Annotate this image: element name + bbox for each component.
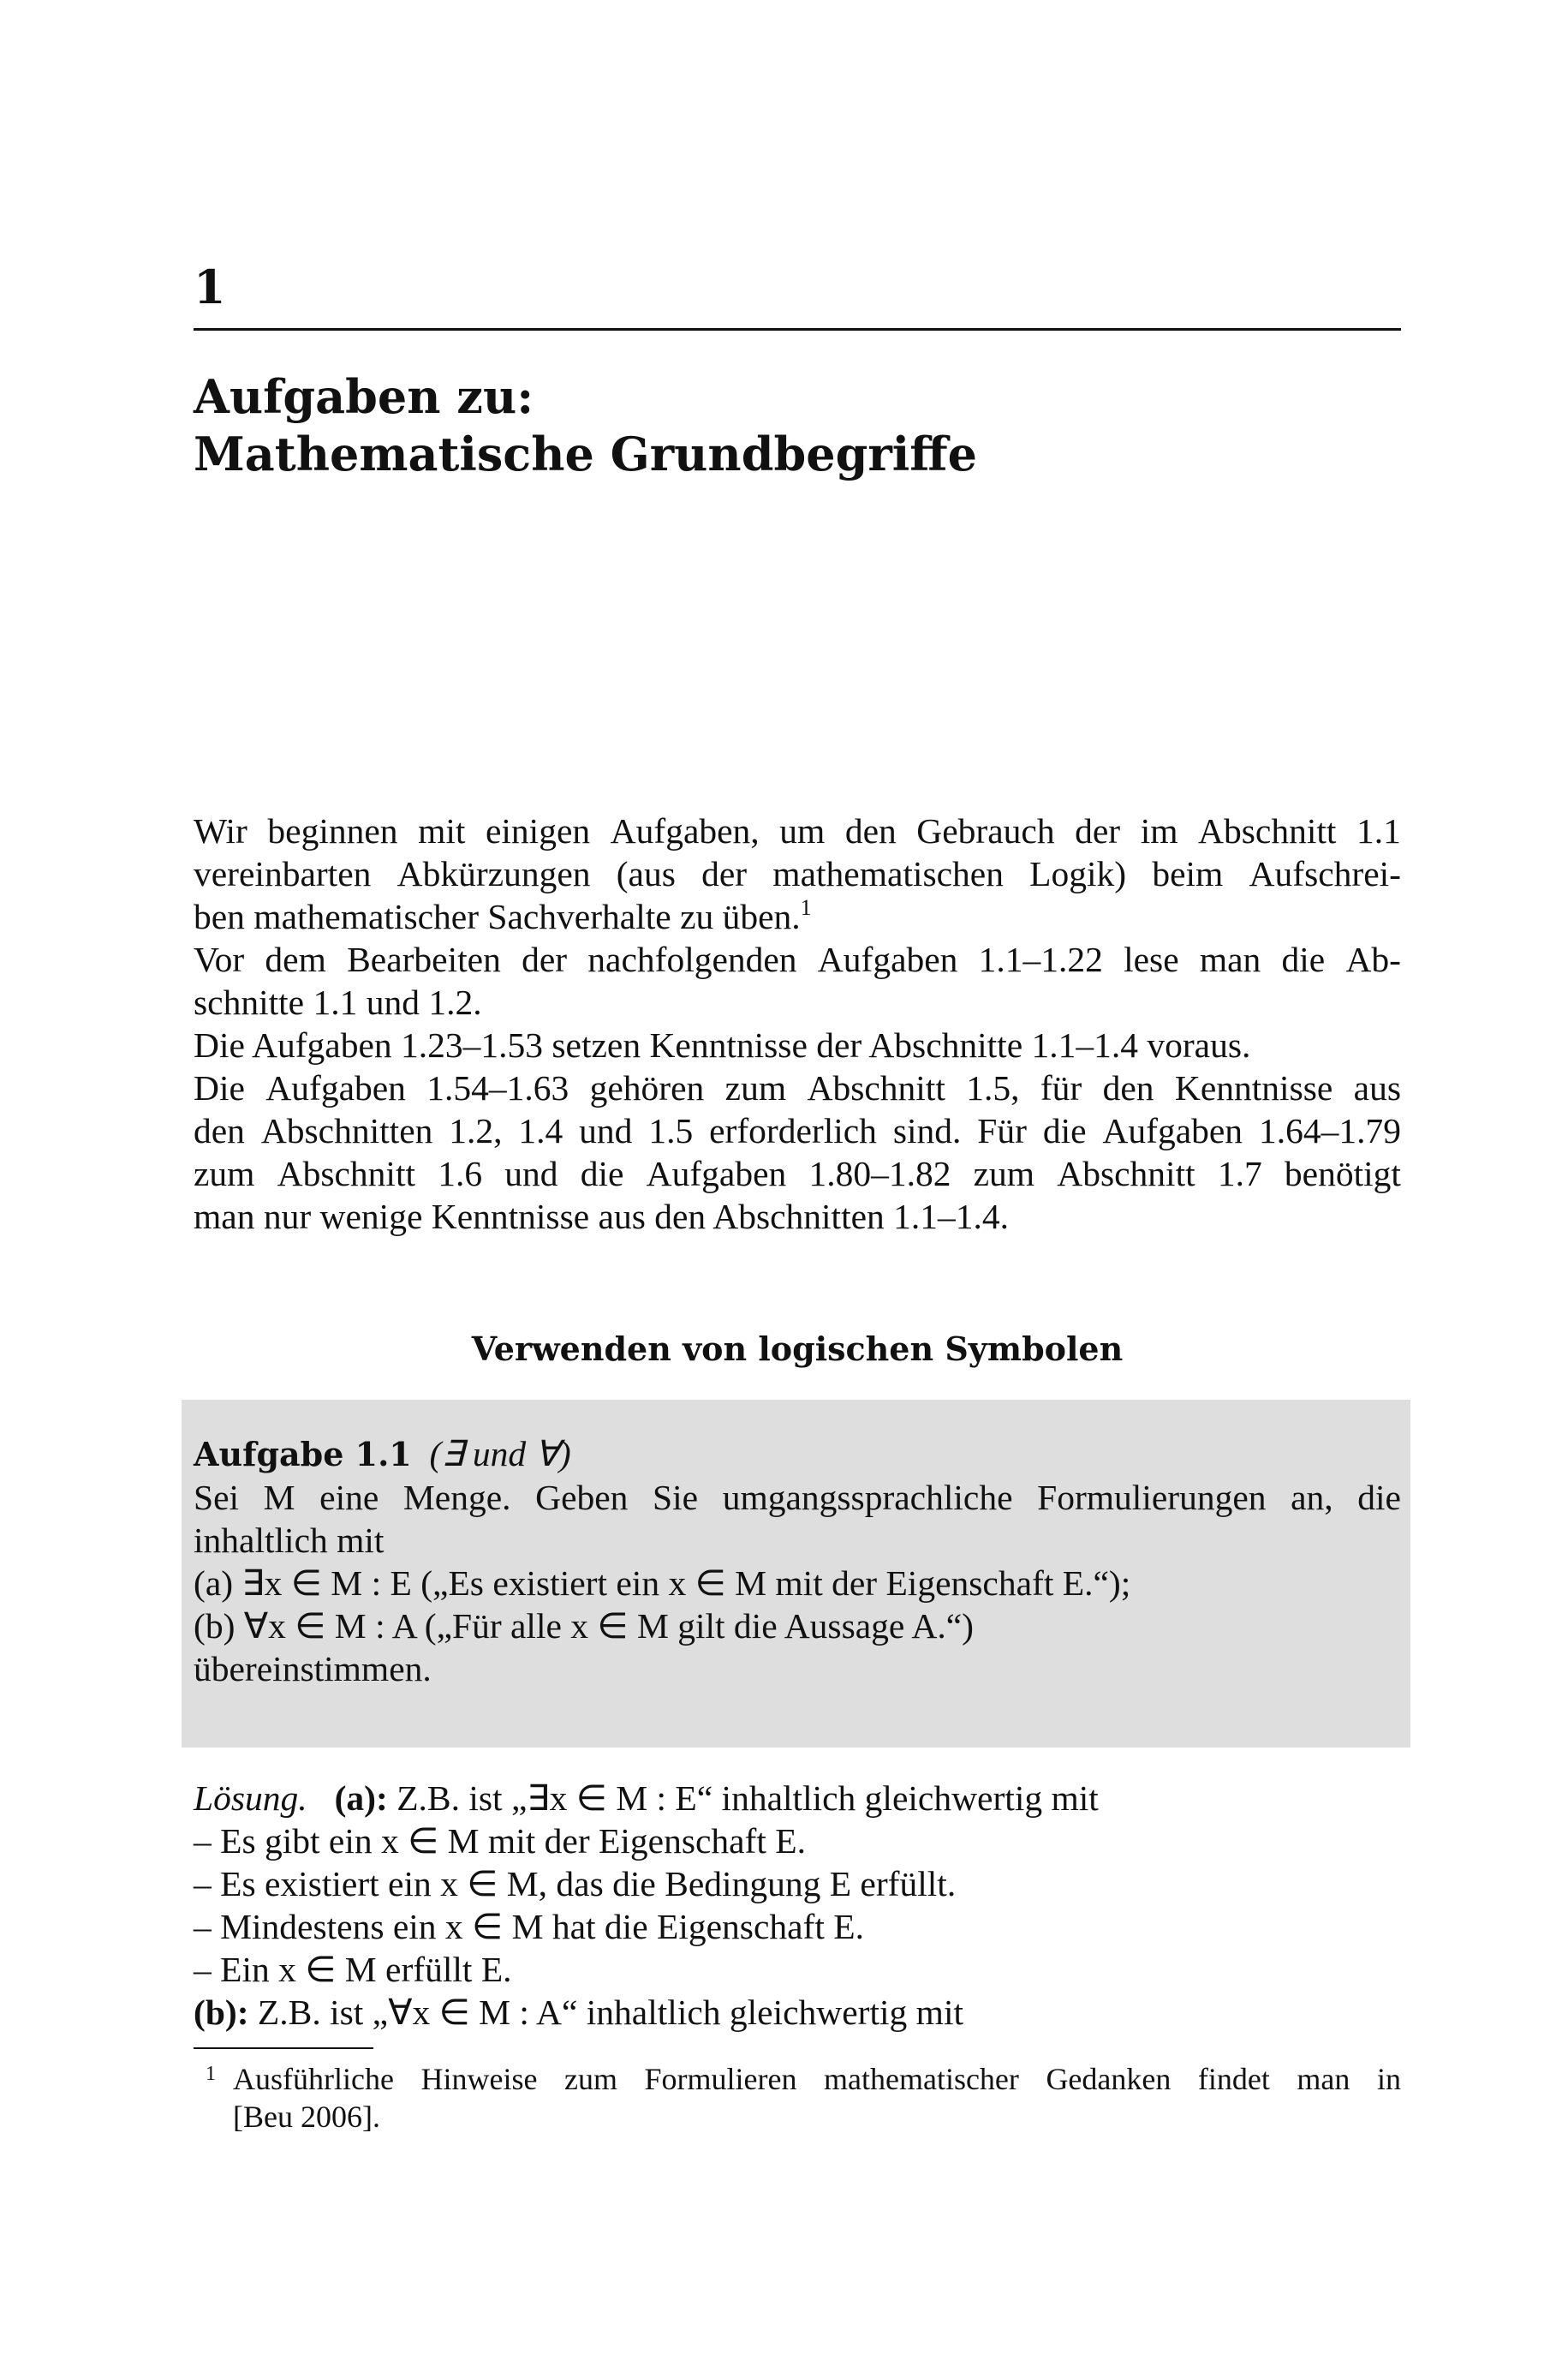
- task-line: (a) ∃x ∈ M : E („Es existiert ein x ∈ M mit der Eigenschaft E.“);: [194, 1563, 1131, 1603]
- chapter-rule: [194, 328, 1401, 331]
- word: Ausführliche: [233, 2062, 394, 2096]
- word: M: [263, 1478, 295, 1517]
- word: und: [579, 1111, 633, 1150]
- chapter-title: [194, 368, 1392, 483]
- word: Gebrauch: [916, 811, 1055, 851]
- task-line: inhaltlich mit: [194, 1521, 385, 1560]
- word: und: [504, 1154, 558, 1193]
- word: 1.1: [1356, 811, 1401, 851]
- word: Aufgaben: [1102, 1111, 1243, 1150]
- word: Aufgaben: [265, 1068, 406, 1108]
- solution-item: – Ein x ∈ M erfüllt E.: [194, 1950, 512, 1989]
- word: den: [844, 811, 897, 851]
- footnote-mark: 1: [206, 2063, 216, 2085]
- word: Vor: [194, 940, 245, 979]
- solution-b-header: [194, 1991, 1401, 2034]
- word: für: [1040, 1068, 1082, 1108]
- word: 1.64–1.79: [1258, 1111, 1401, 1150]
- footnote: [194, 2060, 1401, 2136]
- word: Aufgaben: [817, 940, 958, 979]
- word: nachfolgenden: [587, 940, 797, 979]
- word: man: [1297, 2062, 1350, 2096]
- word: beim: [1152, 854, 1224, 893]
- word: Ab-: [1345, 940, 1401, 979]
- word: beginnen: [267, 811, 398, 851]
- solution-b-text: Z.B. ist „∀x ∈ M : A“ inhaltlich gleichwertig mit: [257, 1993, 964, 2032]
- intro-line: ben mathematischer Sachverhalte zu üben.$^1$: [194, 895, 812, 936]
- word: Logik): [1029, 854, 1127, 893]
- word: benötigt: [1284, 1154, 1401, 1193]
- word: die: [1357, 1478, 1401, 1517]
- word: Abschnitt: [1198, 811, 1337, 851]
- intro-line: schnitte 1.1 und 1.2.: [194, 983, 482, 1022]
- word: Die: [194, 1068, 245, 1108]
- word: 1.80–1.82: [808, 1154, 951, 1193]
- word: Bearbeiten: [347, 940, 501, 979]
- word: die: [1281, 940, 1326, 979]
- word: der: [701, 854, 748, 893]
- intro-line: [194, 1109, 1401, 1152]
- solution-b-label: (b):: [194, 1993, 249, 2032]
- task-line: (b) ∀x ∈ M : A („Für alle x ∈ M gilt die Aussage A.“): [194, 1606, 974, 1646]
- chapter-title-line-1: Aufgaben zu:: [194, 369, 534, 424]
- word: in: [1376, 2062, 1401, 2096]
- footnote-rule: [194, 2047, 373, 2049]
- word: mit: [418, 811, 466, 851]
- word: sind.: [892, 1111, 962, 1150]
- word: den: [194, 1111, 245, 1150]
- word: umgangssprachliche: [722, 1478, 1013, 1517]
- task-box: [182, 1400, 1410, 1748]
- word: aus: [1353, 1068, 1401, 1108]
- word: zum: [724, 1068, 787, 1108]
- word: findet: [1197, 2062, 1270, 2096]
- word: die: [1042, 1111, 1087, 1150]
- intro-line: [194, 852, 1401, 895]
- word: mathematischen: [772, 854, 1004, 893]
- word: einigen: [485, 811, 591, 851]
- word: Kenntnisse: [1174, 1068, 1333, 1108]
- solution: [194, 1777, 1401, 2034]
- word: vereinbarten: [194, 854, 372, 893]
- word: Formulieren: [644, 2062, 797, 2096]
- word: gehören: [589, 1068, 705, 1108]
- solution-label: Lösung.: [194, 1778, 307, 1818]
- task-content: [194, 1432, 1401, 1690]
- intro-line: [194, 1067, 1401, 1109]
- word: die: [580, 1154, 624, 1193]
- word: zum: [563, 2062, 617, 2096]
- word: Sie: [653, 1478, 699, 1517]
- word: zum: [194, 1154, 255, 1193]
- word: Für: [977, 1111, 1027, 1150]
- word: erforderlich: [709, 1111, 877, 1150]
- word: 1.1–1.22: [978, 940, 1103, 979]
- word: lese: [1124, 940, 1179, 979]
- footnote-line: [Beu 2006].: [233, 2100, 380, 2134]
- word: (aus: [616, 854, 676, 893]
- footnote-body: [233, 2060, 1401, 2136]
- word: Geben: [535, 1478, 629, 1517]
- task-header: [194, 1432, 1401, 1476]
- intro-paragraph: [194, 810, 1401, 1238]
- intro-line: [194, 810, 1401, 852]
- word: dem: [265, 940, 326, 979]
- solution-item: – Mindestens ein x ∈ M hat die Eigenschaft E.: [194, 1907, 864, 1946]
- word: Sei: [194, 1478, 240, 1517]
- task-line: übereinstimmen.: [194, 1649, 432, 1688]
- word: 1.7: [1217, 1154, 1262, 1193]
- word: man: [1199, 940, 1261, 979]
- chapter-title-line-2: Mathematische Grundbegriffe: [194, 427, 977, 481]
- task-line: [194, 1476, 1401, 1519]
- word: der: [1075, 811, 1121, 851]
- word: an,: [1291, 1478, 1333, 1517]
- footnote-marker: 1: [800, 895, 812, 920]
- word: Abkürzungen: [396, 854, 591, 893]
- section-heading: Verwenden von logischen Symbolen: [471, 1329, 1124, 1368]
- word: 1.5,: [966, 1068, 1020, 1108]
- word: Abschnitt: [277, 1154, 416, 1193]
- word: mathematischer: [824, 2062, 1019, 2096]
- word: 1.6: [438, 1154, 483, 1193]
- word: Formulierungen: [1037, 1478, 1267, 1517]
- word: Abschnitt: [1057, 1154, 1195, 1193]
- intro-line: [194, 938, 1401, 981]
- solution-item: – Es gibt ein x ∈ M mit der Eigenschaft E.: [194, 1821, 807, 1861]
- chapter-number: 1: [194, 260, 226, 314]
- word: Menge.: [402, 1478, 511, 1517]
- solution-a-text: Z.B. ist „∃x ∈ M : E“ inhaltlich gleichwertig mit: [396, 1778, 1099, 1818]
- word: Abschnitten: [260, 1111, 433, 1150]
- word: im: [1140, 811, 1178, 851]
- word: den: [1102, 1068, 1154, 1108]
- intro-line: Die Aufgaben 1.23–1.53 setzen Kenntnisse der Abschnitte 1.1–1.4 voraus.: [194, 1025, 1251, 1065]
- word: um: [779, 811, 826, 851]
- word: 1.4: [518, 1111, 563, 1150]
- solution-a-header: [194, 1777, 1401, 1819]
- word: Abschnitt: [807, 1068, 945, 1108]
- task-hint: (∃ und ∀): [429, 1434, 571, 1473]
- word: Wir: [194, 811, 247, 851]
- word: 1.2,: [449, 1111, 503, 1150]
- word: zum: [973, 1154, 1035, 1193]
- intro-line: man nur wenige Kenntnisse aus den Abschnitten 1.1–1.4.: [194, 1197, 1010, 1236]
- intro-line: [194, 1152, 1401, 1195]
- solution-a-label: (a):: [334, 1778, 388, 1818]
- word: Aufschrei-: [1249, 854, 1401, 893]
- solution-item: – Es existiert ein x ∈ M, das die Bedingung E erfüllt.: [194, 1864, 957, 1903]
- word: 1.54–1.63: [426, 1068, 569, 1108]
- word: Hinweise: [420, 2062, 538, 2096]
- word: 1.5: [648, 1111, 694, 1150]
- word: Aufgaben: [646, 1154, 787, 1193]
- task-label: Aufgabe 1.1: [194, 1435, 412, 1473]
- word: der: [522, 940, 568, 979]
- footnote-line: [233, 2060, 1401, 2098]
- word: Aufgaben,: [610, 811, 760, 851]
- word: Gedanken: [1046, 2062, 1172, 2096]
- word: eine: [319, 1478, 379, 1517]
